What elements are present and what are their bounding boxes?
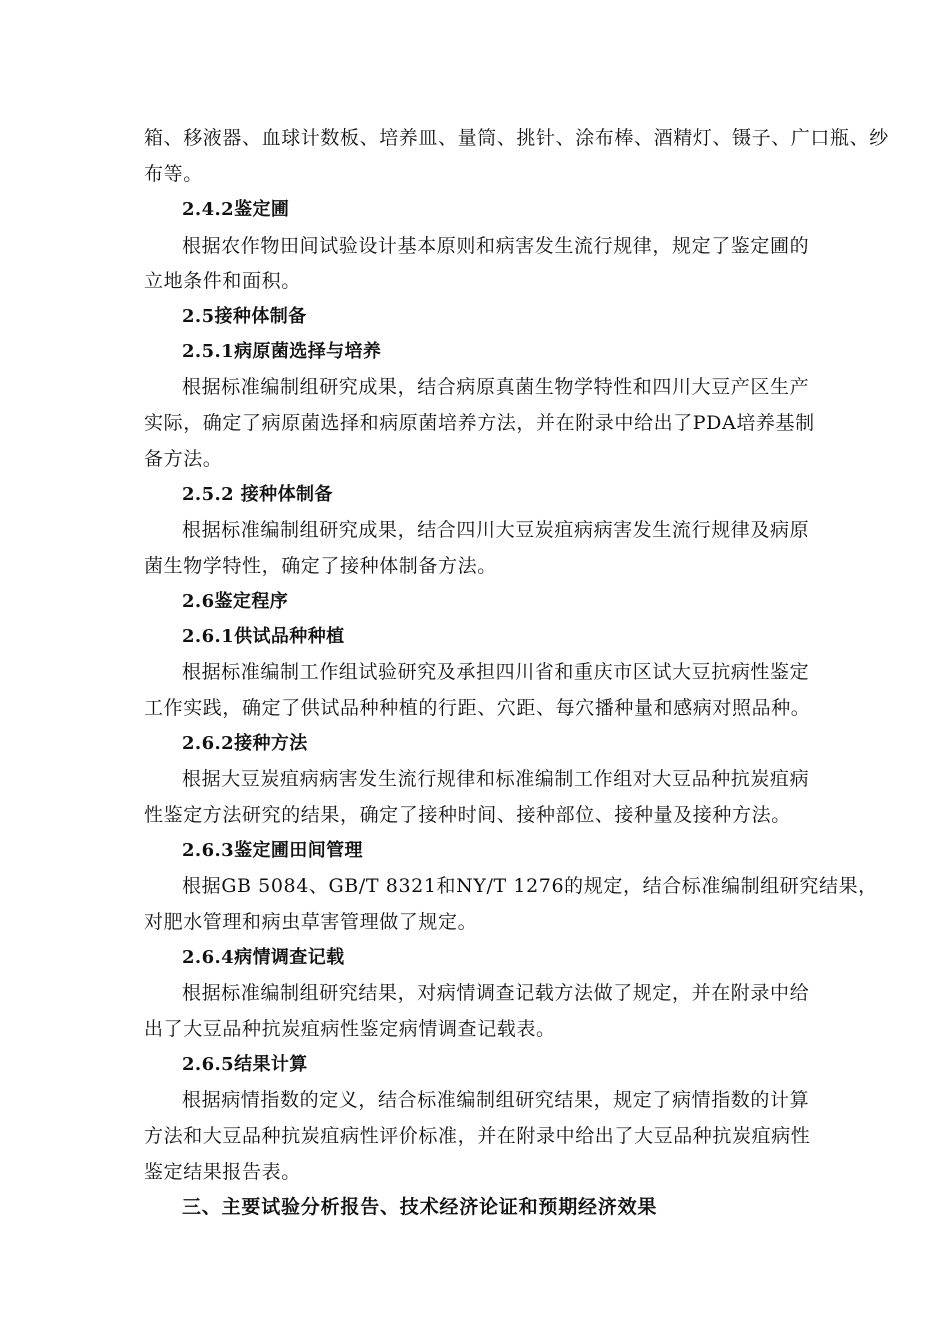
paragraph-line: 备方法。: [144, 448, 223, 470]
chapter-heading-3: 三、主要试验分析报告、技术经济论证和预期经济效果: [182, 1196, 658, 1218]
section-heading-2-5-1: 2.5.1病原菌选择与培养: [182, 341, 382, 362]
paragraph-line: 根据GB 5084、GB/T 8321和NY/T 1276的规定，结合标准编制组研究结果，: [182, 875, 878, 897]
paragraph-line: 方法和大豆品种抗炭疽病性评价标准，并在附录中给出了大豆品种抗炭疽病性: [144, 1125, 811, 1147]
paragraph-line: 对肥水管理和病虫草害管理做了规定。: [144, 911, 478, 933]
paragraph-line: 根据标准编制组研究结果，对病情调查记载方法做了规定，并在附录中给: [182, 982, 810, 1004]
paragraph-line: 立地条件和面积。: [144, 270, 301, 292]
paragraph-line: 根据标准编制组研究成果，结合四川大豆炭疽病病害发生流行规律及病原: [182, 519, 810, 541]
paragraph-line: 性鉴定方法研究的结果，确定了接种时间、接种部位、接种量及接种方法。: [144, 804, 791, 826]
paragraph-line: 根据病情指数的定义，结合标准编制组研究结果，规定了病情指数的计算: [182, 1089, 810, 1111]
section-heading-2-6-2: 2.6.2接种方法: [182, 733, 308, 754]
section-heading-2-5-2: 2.5.2 接种体制备: [182, 484, 333, 505]
paragraph-line: 鉴定结果报告表。: [144, 1161, 301, 1183]
paragraph-line: 菌生物学特性，确定了接种体制备方法。: [144, 555, 497, 577]
section-heading-2-6-1: 2.6.1供试品种种植: [182, 626, 345, 647]
paragraph-line: 工作实践，确定了供试品种种植的行距、穴距、每穴播种量和感病对照品种。: [144, 697, 811, 719]
paragraph-line: 根据大豆炭疽病病害发生流行规律和标准编制工作组对大豆品种抗炭疽病: [182, 768, 810, 790]
section-heading-2-6-3: 2.6.3鉴定圃田间管理: [182, 840, 363, 861]
section-heading-2-6-5: 2.6.5结果计算: [182, 1054, 308, 1075]
paragraph-line: 根据标准编制工作组试验研究及承担四川省和重庆市区试大豆抗病性鉴定: [182, 661, 810, 683]
section-heading-2-5: 2.5接种体制备: [182, 306, 307, 327]
section-heading-2-6-4: 2.6.4病情调查记载: [182, 947, 345, 968]
paragraph-line: 根据农作物田间试验设计基本原则和病害发生流行规律，规定了鉴定圃的: [182, 235, 810, 257]
section-heading-2-6: 2.6鉴定程序: [182, 591, 289, 612]
section-heading-2-4-2: 2.4.2鉴定圃: [182, 199, 290, 220]
paragraph-line: 实际，确定了病原菌选择和病原菌培养方法，并在附录中给出了PDA培养基制: [144, 412, 815, 434]
paragraph-line: 布等。: [144, 163, 203, 185]
paragraph-line: 出了大豆品种抗炭疽病性鉴定病情调查记载表。: [144, 1018, 556, 1040]
paragraph-line: 箱、移液器、血球计数板、培养皿、量筒、挑针、涂布棒、酒精灯、镊子、广口瓶、纱: [144, 127, 889, 149]
paragraph-line: 根据标准编制组研究成果，结合病原真菌生物学特性和四川大豆产区生产: [182, 376, 810, 398]
